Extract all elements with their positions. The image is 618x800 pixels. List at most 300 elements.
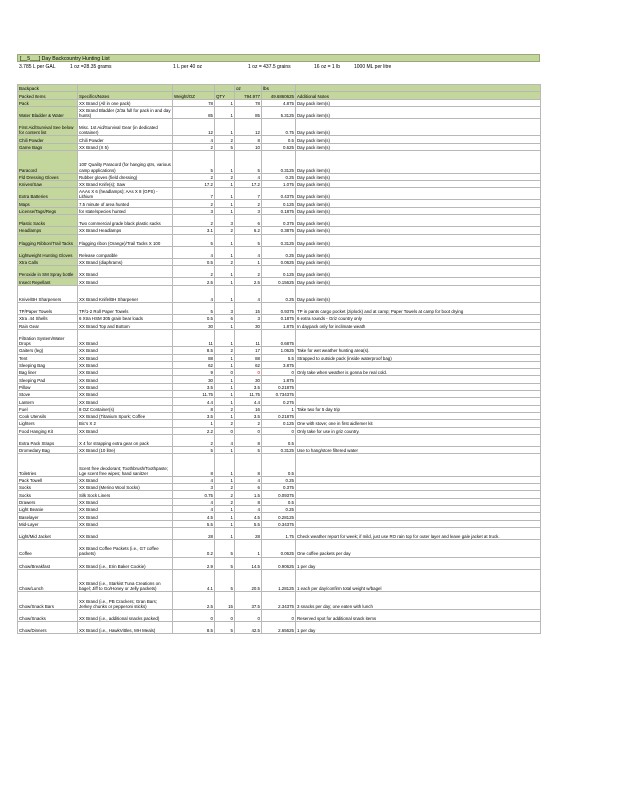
item-cell: Sleeping Bag — [18, 361, 78, 368]
oz-cell: 17.2 — [235, 180, 262, 187]
lbs-cell: 0.3125 — [262, 446, 296, 453]
table-row — [18, 285, 541, 302]
lbs-cell: 0 — [262, 427, 296, 434]
note-cell — [296, 329, 541, 346]
table-row — [18, 278, 541, 285]
weight-cell: 0.75 — [173, 491, 215, 498]
item-cell: Pack Towell — [18, 476, 78, 483]
table-row — [18, 329, 541, 346]
note-cell: Day pack item(s) — [296, 246, 541, 258]
spec-cell: XX Brand — [78, 527, 173, 539]
lbs-cell: 0.25 — [262, 476, 296, 483]
lbs-cell: 0.75 — [262, 119, 296, 136]
conversion-grams: 1 oz =28.35 grams — [70, 64, 112, 70]
lbs-cell: 4.875 — [262, 99, 296, 106]
lbs-cell: 0.3875 — [262, 227, 296, 234]
weight-cell: 17.2 — [173, 180, 215, 187]
note-cell: Day pack item(s) — [296, 99, 541, 106]
spec-cell: XX Brand — [78, 347, 173, 354]
note-cell — [296, 513, 541, 520]
item-cell: Extra Batteries — [18, 188, 78, 200]
lbs-cell: 0.09375 — [262, 491, 296, 498]
oz-cell: 1 — [235, 258, 262, 265]
note-cell — [296, 383, 541, 390]
lbs-cell: 1.75 — [262, 527, 296, 539]
sheet-title: [__5___] Day Backcountry Hunting List — [17, 54, 540, 62]
weight-cell: 78 — [173, 99, 215, 106]
note-cell: 1 per day — [296, 557, 541, 569]
item-cell: Cook Utensils — [18, 412, 78, 419]
oz-cell: 4.5 — [235, 513, 262, 520]
weight-cell: 11.75 — [173, 391, 215, 398]
item-cell: Dromedary Bag — [18, 446, 78, 453]
item-cell: Tent — [18, 354, 78, 361]
spec-cell: XX Brand — [78, 354, 173, 361]
spec-cell: XX Brand — [78, 513, 173, 520]
spec-cell: 6 Xtra HSM 305 grain bear loads — [78, 315, 173, 322]
weight-cell: 4 — [173, 476, 215, 483]
spec-cell: Rubber gloves (field dressing) — [78, 173, 173, 180]
oz-cell: 4.4 — [235, 398, 262, 405]
table-row — [18, 361, 541, 368]
oz-cell: 4 — [235, 285, 262, 302]
qty-cell: 6 — [215, 315, 235, 322]
qty-cell: 2 — [215, 227, 235, 234]
qty-cell: 5 — [215, 621, 235, 633]
qty-cell: 2 — [215, 491, 235, 498]
qty-cell: 1 — [215, 119, 235, 136]
weight-cell: 1 — [173, 420, 215, 427]
weight-cell: 4 — [173, 136, 215, 143]
weight-cell: 30 — [173, 322, 215, 329]
note-cell: Only take for use in griz country. — [296, 427, 541, 434]
qty-cell: 0 — [215, 369, 235, 376]
weight-cell: 4.4 — [173, 398, 215, 405]
spec-cell: XX Brand Knife/BH Sharpener — [78, 285, 173, 302]
weight-cell: 4 — [173, 506, 215, 513]
lbs-cell: 0.90625 — [262, 557, 296, 569]
weight-cell: 0 — [173, 609, 215, 621]
qty-cell: 1 — [215, 354, 235, 361]
table-row — [18, 376, 541, 383]
note-cell: Check weather report for week; if mild, just use RO rain top for outer layer and leave gale jacket at truck. — [296, 527, 541, 539]
col-lbs-label: lbs — [262, 85, 296, 92]
spec-cell: XX Brand — [78, 383, 173, 390]
qty-cell: 1 — [215, 188, 235, 200]
note-cell: Day pack item(s) — [296, 136, 541, 143]
oz-cell: 14.5 — [235, 557, 262, 569]
table-row — [18, 454, 541, 477]
oz-cell: 2 — [235, 266, 262, 278]
table-row — [18, 498, 541, 505]
spec-cell: for state/species hunted — [78, 207, 173, 214]
note-cell: 1 each per day/confirm total weight w/bagel — [296, 569, 541, 592]
lbs-cell: 0.5 — [262, 136, 296, 143]
lbs-cell: 1 — [262, 405, 296, 412]
conversion-ml: 1000 ML per litre — [354, 64, 392, 70]
oz-cell: 62 — [235, 361, 262, 368]
weight-cell: 4 — [173, 498, 215, 505]
oz-cell: 5 — [235, 234, 262, 246]
oz-cell: 8 — [235, 454, 262, 477]
item-cell: Coffee — [18, 540, 78, 557]
weight-cell: 8 — [173, 405, 215, 412]
spec-cell: TP/1-2 Roll Paper Towels — [78, 303, 173, 315]
item-cell: Paracord — [18, 151, 78, 174]
weight-cell: 2 — [173, 143, 215, 150]
qty-cell: 0 — [215, 609, 235, 621]
oz-cell: 5.5 — [235, 520, 262, 527]
note-cell: Day pack item(s) — [296, 106, 541, 118]
table-row — [18, 234, 541, 246]
item-cell: Socks — [18, 484, 78, 491]
spec-cell: XX Brand — [78, 398, 173, 405]
oz-cell: 8 — [235, 498, 262, 505]
note-cell: Day pack item(s) — [296, 215, 541, 227]
lbs-cell: 0.734375 — [262, 391, 296, 398]
table-row — [18, 143, 541, 150]
note-cell — [296, 484, 541, 491]
oz-cell: 16 — [235, 405, 262, 412]
spec-cell: XX Brand — [78, 498, 173, 505]
item-cell: Lighters — [18, 420, 78, 427]
oz-cell: 11.75 — [235, 391, 262, 398]
spec-cell: Flagging ribon (Orange)/Trail Tacks X 100 — [78, 234, 173, 246]
note-cell — [296, 412, 541, 419]
table-row — [18, 99, 541, 106]
note-cell: Day pack item(s) — [296, 258, 541, 265]
note-cell: Only take when weather is gonna be real cold. — [296, 369, 541, 376]
qty-cell: 1 — [215, 361, 235, 368]
qty-cell: 1 — [215, 446, 235, 453]
qty-cell: 1 — [215, 383, 235, 390]
oz-cell: 4 — [235, 246, 262, 258]
qty-cell: 1 — [215, 246, 235, 258]
oz-cell: 4 — [235, 506, 262, 513]
table-row — [18, 119, 541, 136]
qty-cell: 1 — [215, 200, 235, 207]
weight-cell: 3 — [173, 484, 215, 491]
table-row — [18, 369, 541, 376]
table-row — [18, 246, 541, 258]
weight-cell: 28 — [173, 527, 215, 539]
qty-cell: 5 — [215, 569, 235, 592]
header-specifics: Specifics/Notes — [78, 92, 173, 99]
lbs-cell: 0.1875 — [262, 315, 296, 322]
oz-cell: 6 — [235, 215, 262, 227]
lbs-cell: 0.6875 — [262, 329, 296, 346]
col-oz-label: oz — [235, 85, 262, 92]
table-row — [18, 200, 541, 207]
qty-cell: 1 — [215, 106, 235, 118]
table-row — [18, 188, 541, 200]
qty-cell: 15 — [215, 592, 235, 609]
conversion-lb: 16 oz = 1 lb — [314, 64, 340, 70]
oz-cell: 11 — [235, 329, 262, 346]
spec-cell: XX Brand — [78, 329, 173, 346]
item-cell: Toiletries — [18, 454, 78, 477]
weight-cell: 4.5 — [173, 513, 215, 520]
oz-cell: 12 — [235, 119, 262, 136]
qty-cell: 1 — [215, 180, 235, 187]
qty-cell: 1 — [215, 476, 235, 483]
qty-cell: 1 — [215, 151, 235, 174]
note-cell: One with stove; one in first aid/emer kit — [296, 420, 541, 427]
weight-cell: 2.5 — [173, 278, 215, 285]
table-row — [18, 520, 541, 527]
oz-cell: 85 — [235, 106, 262, 118]
item-cell: Xtra .44 Shells — [18, 315, 78, 322]
table-row — [18, 136, 541, 143]
spec-cell: XX Brand (diaphrams) — [78, 258, 173, 265]
spec-cell: Misc. 1st Aid/Survival Gear (in dedicated container) — [78, 119, 173, 136]
oz-cell: 6.2 — [235, 227, 262, 234]
spec-cell: XX Brand (X 5) — [78, 143, 173, 150]
qty-cell: 2 — [215, 420, 235, 427]
note-cell: 6 extra rounds - Griz country only — [296, 315, 541, 322]
spec-cell: Bic's X 2 — [78, 420, 173, 427]
oz-cell: 8 — [235, 434, 262, 446]
table-row — [18, 592, 541, 609]
weight-cell: 2.9 — [173, 557, 215, 569]
header-additional-notes: Additional Notes — [296, 92, 541, 99]
lbs-cell: 0.15625 — [262, 278, 296, 285]
spec-cell: XX Brand (Titanium Spork; Coffee — [78, 412, 173, 419]
lbs-cell: 0.275 — [262, 398, 296, 405]
qty-cell: 5 — [215, 540, 235, 557]
weight-cell: 2 — [173, 434, 215, 446]
note-cell: Day pack item(s) — [296, 143, 541, 150]
table-row — [18, 420, 541, 427]
section-label: Backpack — [18, 85, 78, 92]
note-cell — [296, 376, 541, 383]
qty-cell: 3 — [215, 215, 235, 227]
lbs-cell: 0.34375 — [262, 520, 296, 527]
oz-cell: 1 — [235, 540, 262, 557]
spec-cell: XX Brand (i.e., Erin Baker Cookie) — [78, 557, 173, 569]
qty-cell: 1 — [215, 99, 235, 106]
qty-cell: 1 — [215, 454, 235, 477]
spec-cell: XX Brand — [78, 520, 173, 527]
lbs-cell: 2.65625 — [262, 621, 296, 633]
spec-cell: XX Brand (i.e., PB Crackers; Gran Bars; Jerkey chunks or pepperoni sticks) — [78, 592, 173, 609]
weight-cell: 2 — [173, 215, 215, 227]
lbs-cell: 0.125 — [262, 200, 296, 207]
qty-cell: 1 — [215, 520, 235, 527]
note-cell: 1 per day — [296, 621, 541, 633]
spec-cell: XX Brand — [78, 427, 173, 434]
lbs-cell: 0.25 — [262, 285, 296, 302]
item-cell: Chili Powder — [18, 136, 78, 143]
oz-cell: 88 — [235, 354, 262, 361]
item-cell: Mid-Layer — [18, 520, 78, 527]
oz-cell: 5 — [235, 446, 262, 453]
lbs-cell: 0.28125 — [262, 513, 296, 520]
weight-cell: 0.5 — [173, 258, 215, 265]
spec-cell: XX Brand Bladder (2/3a full for pack in and day hunts) — [79, 107, 171, 118]
qty-cell: 2 — [215, 405, 235, 412]
note-cell — [296, 454, 541, 477]
item-cell: Socks — [18, 491, 78, 498]
table-row — [18, 557, 541, 569]
oz-cell: 28 — [235, 527, 262, 539]
oz-cell: 5 — [235, 151, 262, 174]
note-cell — [296, 434, 541, 446]
lbs-cell: 0.0625 — [262, 258, 296, 265]
lbs-cell: 0.4375 — [262, 188, 296, 200]
item-cell: Xtra Calls — [18, 258, 78, 265]
note-cell: Day pack item(s) — [296, 266, 541, 278]
table-row — [18, 446, 541, 453]
spec-cell: Release compatible — [78, 246, 173, 258]
weight-cell: 2.2 — [173, 427, 215, 434]
packing-table — [17, 84, 541, 634]
table-row — [18, 405, 541, 412]
oz-cell: 78 — [235, 99, 262, 106]
table-row — [18, 258, 541, 265]
note-cell: Day pack item(s) — [296, 188, 541, 200]
note-cell: In daypack only for inclimate weath — [296, 322, 541, 329]
item-cell: TP/Paper Towels — [18, 303, 78, 315]
spec-cell: XX Brand (All in one pack) — [78, 99, 173, 106]
note-cell — [296, 361, 541, 368]
lbs-cell: 0.1875 — [262, 207, 296, 214]
lbs-cell: 1.28125 — [262, 569, 296, 592]
lbs-cell: 0 — [262, 609, 296, 621]
spec-cell: XX Brand (i.e., HawkVittles, MH Meals) — [78, 621, 173, 633]
weight-cell: 11 — [173, 329, 215, 346]
oz-cell: 2.5 — [235, 278, 262, 285]
item-cell: Pack — [18, 99, 78, 106]
table-row — [18, 476, 541, 483]
oz-cell: 1.5 — [235, 491, 262, 498]
lbs-cell: 3.875 — [262, 361, 296, 368]
lbs-cell: 0.25 — [262, 506, 296, 513]
conversion-gal: 3.785 L per GAL — [19, 64, 56, 70]
spec-cell: Chili Powder — [78, 136, 173, 143]
lbs-cell: 5.3125 — [262, 106, 296, 118]
item-cell: Filtration System/Water Drops — [18, 329, 78, 346]
item-cell: Baselayer — [18, 513, 78, 520]
oz-cell: 10 — [235, 143, 262, 150]
qty-cell: 0 — [215, 427, 235, 434]
weight-cell: 5 — [173, 151, 215, 174]
oz-cell: 2 — [235, 420, 262, 427]
lbs-cell: 0.5 — [262, 454, 296, 477]
oz-cell: 3 — [235, 315, 262, 322]
item-cell: Knive/BH Sharpeners — [18, 285, 78, 302]
oz-cell: 3.5 — [235, 412, 262, 419]
qty-cell: 1 — [215, 506, 235, 513]
item-cell: First Aid/Survival See below for content list — [18, 119, 78, 136]
note-cell: Day pack item(s) — [296, 173, 541, 180]
qty-cell: 2 — [215, 484, 235, 491]
spec-cell: XX Brand — [78, 376, 173, 383]
note-cell — [296, 391, 541, 398]
note-cell: Reserved spot for additional snack items — [296, 609, 541, 621]
weight-cell: 3.1 — [173, 227, 215, 234]
qty-cell: 1 — [215, 527, 235, 539]
lbs-cell: 1.875 — [262, 376, 296, 383]
qty-cell: 1 — [215, 234, 235, 246]
table-row — [18, 347, 541, 354]
oz-cell: 7 — [235, 188, 262, 200]
table-row — [18, 569, 541, 592]
note-cell: Strapped to outside pack (inside waterproof bag) — [296, 354, 541, 361]
note-cell: Day pack item(s) — [296, 278, 541, 285]
qty-cell: 1 — [215, 412, 235, 419]
spec-cell: XX Brand (10 litre) — [78, 446, 173, 453]
note-cell: Use to hang/store filtered water — [296, 446, 541, 453]
item-cell: Maps — [18, 200, 78, 207]
conversion-grains: 1 oz = 437.5 grains — [248, 64, 291, 70]
spec-cell: X 4 for strapping extra gear on pack — [78, 434, 173, 446]
weight-cell: 5 — [173, 303, 215, 315]
header-row — [18, 92, 541, 99]
qty-cell: 1 — [215, 266, 235, 278]
weight-cell: 4 — [173, 246, 215, 258]
note-cell — [296, 398, 541, 405]
weight-cell: 8.5 — [173, 621, 215, 633]
weight-cell: 88 — [173, 354, 215, 361]
table-row — [18, 412, 541, 419]
note-cell: Take two for 5 day trip — [296, 405, 541, 412]
table-row — [18, 506, 541, 513]
weight-cell: 7 — [173, 188, 215, 200]
weight-cell: 0.5 — [173, 315, 215, 322]
conversion-litre: 1 L per 40 oz — [173, 64, 203, 70]
item-cell: Fld Dressing Gloves — [18, 173, 78, 180]
spec-cell: XX Brand (Merino Wool Socks) — [78, 484, 173, 491]
oz-cell: 30 — [235, 322, 262, 329]
qty-cell: 1 — [215, 207, 235, 214]
table-row — [18, 266, 541, 278]
note-cell: Day pack item(s) — [296, 119, 541, 136]
weight-cell: 4 — [173, 285, 215, 302]
oz-cell: 0 — [235, 369, 262, 376]
qty-cell: 2 — [215, 498, 235, 505]
spec-cell: 7.5 minute of area hunted — [78, 200, 173, 207]
weight-cell: 2 — [173, 200, 215, 207]
qty-cell: 1 — [215, 513, 235, 520]
item-cell: Chow/Lunch — [18, 569, 78, 592]
lbs-cell: 0.375 — [262, 484, 296, 491]
table-row — [18, 527, 541, 539]
note-cell: One coffee packets per day — [296, 540, 541, 557]
lbs-cell: 0.125 — [262, 266, 296, 278]
table-row — [18, 383, 541, 390]
item-cell: Lightweight Hunting Gloves — [18, 246, 78, 258]
item-cell: Rain Gear — [18, 322, 78, 329]
qty-cell: 1 — [215, 285, 235, 302]
qty-cell: 1 — [215, 391, 235, 398]
weight-cell: 2 — [173, 266, 215, 278]
spec-cell: XX Brand — [78, 369, 173, 376]
table-row — [18, 427, 541, 434]
note-cell — [296, 476, 541, 483]
table-row — [18, 391, 541, 398]
item-cell: Peroxide in SM Spray bottle — [18, 266, 78, 278]
oz-cell: 37.5 — [235, 592, 262, 609]
weight-cell: 2 — [173, 173, 215, 180]
spec-cell: XX Brand — [78, 391, 173, 398]
weight-cell: 8 — [173, 454, 215, 477]
spec-cell: 100' Quality Paracord (for hanging qtrs, various camp applications) — [78, 151, 173, 174]
lbs-cell: 0.375 — [262, 215, 296, 227]
spec-cell: XX Brand — [78, 476, 173, 483]
note-cell: Take for wet weather hunting area(s). — [296, 347, 541, 354]
weight-cell: 85 — [173, 106, 215, 118]
